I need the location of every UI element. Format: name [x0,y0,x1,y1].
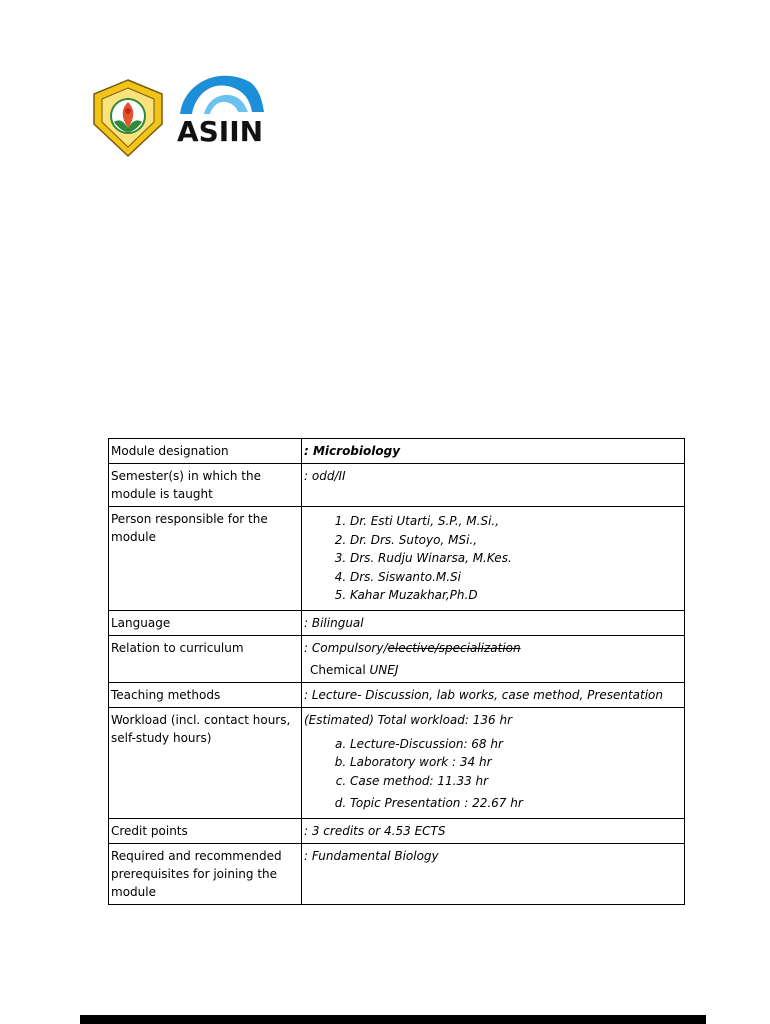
table-row [109,843,685,904]
table-row [109,610,685,635]
curriculum-cell [302,635,685,682]
row-label: Workload (incl. contact hours, self-study hours) [109,707,302,818]
curriculum-line-1 [304,639,682,657]
row-value: : Bilingual [302,610,685,635]
asiin-arc-icon [174,68,266,118]
list-item: 1. Dr. Esti Utarti, S.P., M.Si., [350,512,682,531]
list-item: a. Lecture-Discussion: 68 hr [350,735,682,754]
curriculum-chemical: Chemical [310,662,370,677]
table-row [109,464,685,507]
person-list-cell [302,507,685,611]
list-item: 4. Drs. Siswanto.M.Si [350,568,682,587]
curriculum-line-2 [304,661,682,679]
table-row [109,635,685,682]
workload-total: (Estimated) Total workload: 136 hr [304,712,512,727]
row-label: Semester(s) in which the module is taught [109,464,302,507]
row-label: Person responsible for the module [109,507,302,611]
row-value: : 3 credits or 4.53 ECTS [302,818,685,843]
curriculum-prefix: : Compulsory/ [304,640,388,655]
curriculum-struck: elective/specialization [387,640,521,655]
list-item: 2. Dr. Drs. Sutoyo, MSi., [350,531,682,550]
list-item: 5. Kahar Muzakhar,Ph.D [350,586,682,605]
asiin-logo [174,68,266,160]
list-item: d. Topic Presentation : 22.67 hr [350,794,682,813]
row-value: : Lecture- Discussion, lab works, case method, Presentation [302,682,685,707]
module-table [108,438,685,905]
logo-area [88,68,268,160]
asiin-logo-text: ASIIN [176,115,264,148]
row-label: Required and recommended prerequisites for joining the module [109,843,302,904]
workload-cell [302,707,685,818]
curriculum-unej: UNEJ [369,662,399,677]
row-label: Credit points [109,818,302,843]
table-row [109,818,685,843]
row-label: Relation to curriculum [109,635,302,682]
workload-list [304,735,682,813]
footer-bar [80,1015,706,1024]
row-value: : Fundamental Biology [302,843,685,904]
list-item: b. Laboratory work : 34 hr [350,753,682,772]
person-list [304,512,682,605]
row-value: : odd/II [302,464,685,507]
universitas-jember-logo [88,78,168,158]
table-row [109,507,685,611]
row-label: Language [109,610,302,635]
table-row [109,682,685,707]
table-row [109,707,685,818]
row-label: Module designation [109,439,302,464]
list-item: 3. Drs. Rudju Winarsa, M.Kes. [350,549,682,568]
row-label: Teaching methods [109,682,302,707]
table-row [109,439,685,464]
list-item: c. Case method: 11.33 hr [350,772,682,791]
row-value: : Microbiology [302,439,685,464]
